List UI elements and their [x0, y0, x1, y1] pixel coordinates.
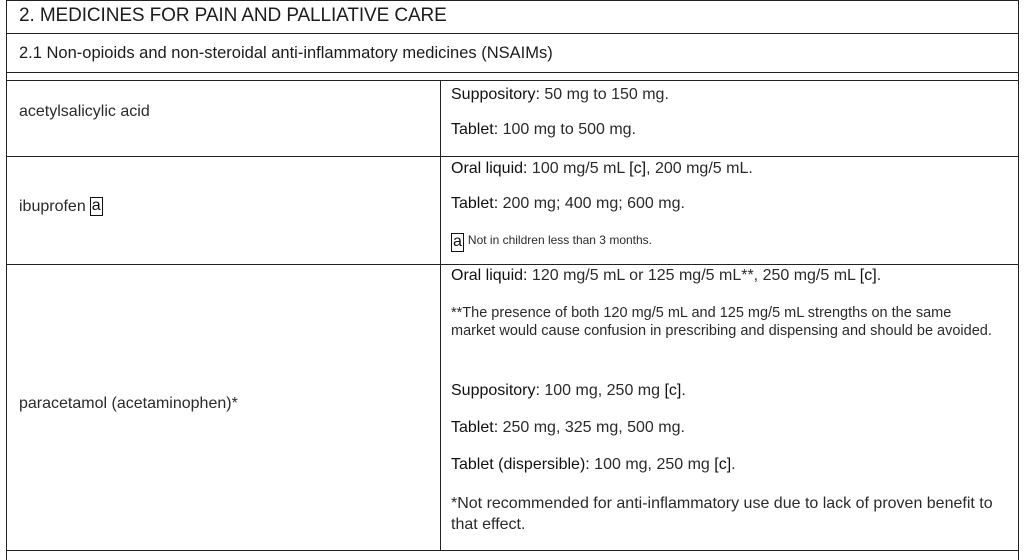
subsection-divider: [6, 72, 1018, 73]
dosage-strength: 250 mg, 325 mg, 500 mg.: [498, 419, 685, 436]
dosage-strength-rest: .: [681, 382, 686, 399]
dosage-strength: 100 mg to 500 mg.: [498, 121, 636, 138]
paracetamol-footnote: *Not recommended for anti-inflammatory use due to lack of proven benefit to that effect.: [451, 495, 993, 533]
dosage-form: Tablet:: [451, 419, 499, 436]
dosage-form: Tablet (dispersible):: [451, 456, 590, 473]
children-tag: [c]: [664, 382, 682, 399]
dosage-form: Oral liquid:: [451, 160, 528, 177]
note-text: Not in children less than 3 months.: [467, 233, 653, 247]
medicine-name-acetylsalicylic-acid: acetylsalicylic acid: [19, 103, 150, 120]
children-tag: [c]: [629, 160, 647, 177]
dosage-line: [451, 86, 669, 104]
dosage-line: [451, 195, 685, 213]
table-top-border: [6, 0, 1018, 1]
dosage-form: Tablet:: [451, 195, 499, 212]
dosage-line: [451, 382, 686, 400]
ibuprofen-note: [451, 231, 652, 252]
dosage-strength: 120 mg/5 mL or 125 mg/5 mL**, 250 mg/5 mL: [527, 267, 860, 284]
dosage-line: [451, 267, 881, 285]
dosage-form: Tablet:: [451, 121, 499, 138]
dosage-strength: 50 mg to 150 mg.: [539, 86, 669, 103]
dosage-line: [451, 419, 685, 437]
dosage-strength: 100 mg, 250 mg: [589, 456, 715, 473]
column-divider: [440, 80, 441, 550]
row-divider-2: [6, 264, 1018, 265]
section-divider: [6, 33, 1018, 34]
footnote-marker-a: a: [453, 233, 462, 250]
children-tag: [c]: [859, 267, 877, 284]
medicine-name-ibuprofen: [19, 197, 103, 216]
children-tag: [c]: [714, 456, 732, 473]
dosage-strength-rest: .: [731, 456, 736, 473]
section-title: 2. MEDICINES FOR PAIN AND PALLIATIVE CARE: [19, 5, 447, 26]
dosage-strength-rest: .: [876, 267, 882, 284]
dosage-strength: 100 mg, 250 mg: [539, 382, 665, 399]
dosage-line: [451, 160, 753, 178]
footnote-marker-a: a: [91, 197, 101, 214]
dosage-form: Oral liquid:: [451, 267, 528, 284]
dosage-form: Suppository:: [451, 382, 540, 399]
dosage-line: [451, 456, 736, 474]
dosage-line: [451, 121, 636, 139]
dosage-form: Suppository:: [451, 86, 540, 103]
header-bottom-border: [6, 80, 1018, 81]
medicine-name-text: ibuprofen: [19, 197, 86, 215]
dosage-strength-rest: , 200 mg/5 mL.: [646, 160, 753, 177]
dosage-strength: 200 mg; 400 mg; 600 mg.: [498, 195, 685, 212]
dosage-strength: 100 mg/5 mL: [527, 160, 630, 177]
table-bottom-border: [6, 550, 1018, 551]
row-divider-1: [6, 156, 1018, 157]
medicine-name-paracetamol: paracetamol (acetaminophen)*: [19, 395, 238, 412]
subsection-title: 2.1 Non-opioids and non-steroidal anti-inflammatory medicines (NSAIMs): [19, 44, 553, 62]
strength-note: **The presence of both 120 mg/5 mL and 125 mg/5 mL strengths on the same market would cause confusion in prescribing and dispensing and should be avoided.: [451, 305, 992, 339]
